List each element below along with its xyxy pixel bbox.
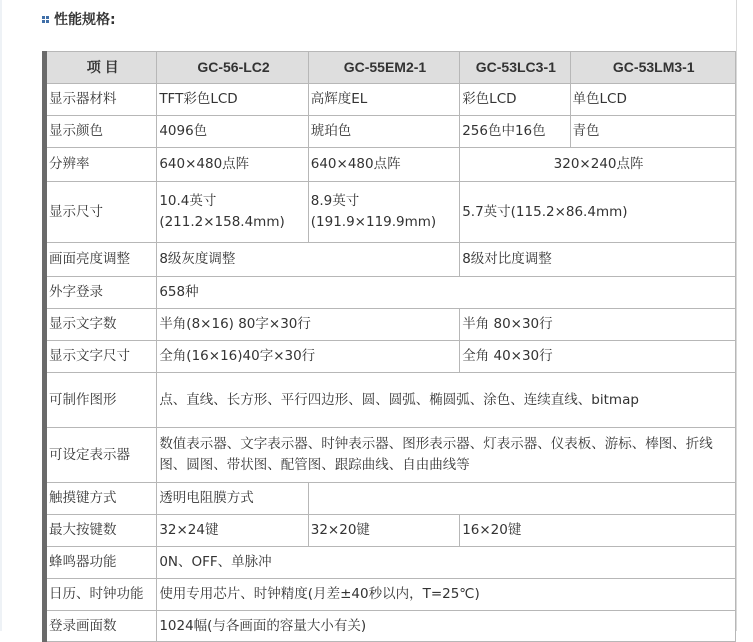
row-label: 画面亮度调整: [45, 243, 157, 277]
row-label: 可制作图形: [45, 373, 157, 428]
row-label: 显示尺寸: [45, 182, 157, 243]
table-row: [45, 116, 736, 148]
cell-line: 10.4英寸: [159, 193, 217, 209]
row-label: 显示文字数: [45, 309, 157, 341]
row-label: 登录画面数: [45, 611, 157, 642]
table-cell: 使用专用芯片、时钟精度(月差±40秒以内，T=25℃): [157, 579, 736, 611]
table-cell: 琥珀色: [308, 116, 459, 148]
table-row: [45, 547, 736, 579]
header-model-1: GC-56-LC2: [157, 52, 308, 84]
row-label: 显示颜色: [45, 116, 157, 148]
table-cell: 640×480点阵: [157, 148, 308, 182]
table-cell: 彩色LCD: [460, 84, 570, 116]
table-cell: 1024幅(与各画面的容量大小有关): [157, 611, 736, 642]
table-cell: 256色中16色: [460, 116, 570, 148]
table-row: [45, 611, 736, 642]
header-model-2: GC-55EM2-1: [308, 52, 459, 84]
row-label: 可设定表示器: [45, 428, 157, 483]
right-divider: [736, 0, 737, 631]
table-header-row: [45, 52, 736, 84]
row-label: 日历、时钟功能: [45, 579, 157, 611]
table-cell: [157, 182, 308, 243]
bullet-squares-icon: [42, 16, 49, 23]
cell-line: (211.2×158.4mm): [159, 214, 285, 230]
table-cell: 青色: [570, 116, 736, 148]
table-cell: 高辉度EL: [308, 84, 459, 116]
table-row: [45, 84, 736, 116]
table-row: [45, 515, 736, 547]
table-cell: 数值表示器、文字表示器、时钟表示器、图形表示器、灯表示器、仪表板、游标、棒图、折线图、圆图、带状图、配管图、跟踪曲线、自由曲线等: [157, 428, 736, 483]
section-heading-text: 性能规格:: [54, 12, 116, 28]
table-cell: 单色LCD: [570, 84, 736, 116]
row-label: 显示器材料: [45, 84, 157, 116]
table-cell: 320×240点阵: [460, 148, 736, 182]
table-cell: 透明电阻膜方式: [157, 483, 308, 515]
header-model-4: GC-53LM3-1: [570, 52, 736, 84]
table-cell: 点、直线、长方形、平行四边形、圆、圆弧、椭圆弧、涂色、连续直线、bitmap: [157, 373, 736, 428]
cell-line: (191.9×119.9mm): [310, 214, 437, 230]
table-row: [45, 428, 736, 483]
table-row: [45, 579, 736, 611]
table-cell: 4096色: [157, 116, 308, 148]
table-cell: [308, 182, 459, 243]
table-row: [45, 148, 736, 182]
header-model-3: GC-53LC3-1: [460, 52, 570, 84]
table-cell: 半角 80×30行: [460, 309, 736, 341]
row-label: 分辨率: [45, 148, 157, 182]
table-row: [45, 483, 736, 515]
row-label: 触摸键方式: [45, 483, 157, 515]
row-label: 蜂鸣器功能: [45, 547, 157, 579]
cell-line: 8.9英寸: [310, 193, 360, 209]
section-heading: [42, 9, 116, 29]
header-item: 项 目: [45, 52, 157, 84]
table-cell: 32×24键: [157, 515, 308, 547]
table-cell: 640×480点阵: [308, 148, 459, 182]
left-edge: [0, 0, 2, 631]
table-row: [45, 182, 736, 243]
table-cell: 0N、OFF、单脉冲: [157, 547, 736, 579]
table-cell: 8级对比度调整: [460, 243, 736, 277]
table-cell: 全角(16×16)40字×30行: [157, 341, 460, 373]
table-row: [45, 309, 736, 341]
table-cell: 8级灰度调整: [157, 243, 460, 277]
table-cell: 全角 40×30行: [460, 341, 736, 373]
spec-table: [42, 51, 736, 642]
table-cell: 658种: [157, 277, 736, 309]
table-cell: 16×20键: [460, 515, 736, 547]
table-cell: TFT彩色LCD: [157, 84, 308, 116]
table-row: [45, 341, 736, 373]
table-cell: [308, 483, 735, 515]
table-row: [45, 243, 736, 277]
row-label: 外字登录: [45, 277, 157, 309]
table-row: [45, 277, 736, 309]
row-label: 最大按键数: [45, 515, 157, 547]
table-row: [45, 373, 736, 428]
table-cell: 32×20键: [308, 515, 459, 547]
table-cell: 5.7英寸(115.2×86.4mm): [460, 182, 736, 243]
table-cell: 半角(8×16) 80字×30行: [157, 309, 460, 341]
row-label: 显示文字尺寸: [45, 341, 157, 373]
